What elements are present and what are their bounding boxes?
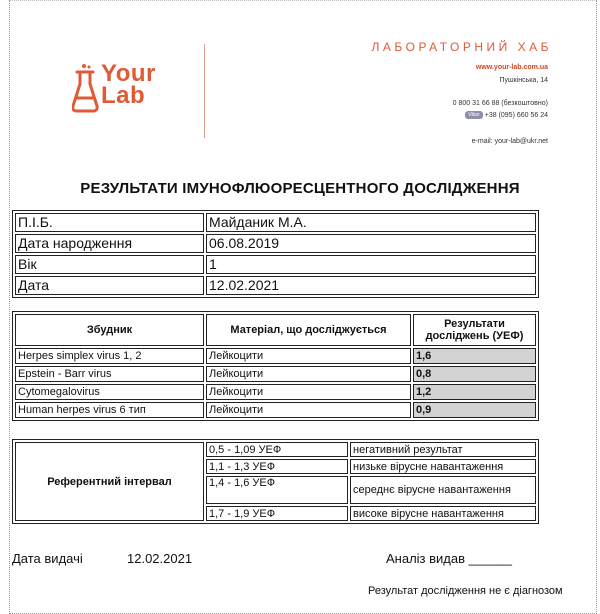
table-row: [15, 234, 536, 253]
viber-icon: Viber: [465, 111, 483, 119]
meaning-cell: низьке вірусне навантаження: [350, 459, 536, 474]
pathogen-cell: Human herpes virus 6 тип: [15, 402, 204, 418]
pathogen-cell: Cytomegalovirus: [15, 384, 204, 400]
phone-viber: +38 (095) 660 56 24: [484, 111, 548, 119]
result-value-cell: 1,2: [413, 384, 536, 400]
patient-value: 12.02.2021: [206, 276, 536, 295]
range-cell: 1,4 - 1,6 УЕФ: [206, 476, 348, 504]
table-row: [15, 442, 536, 457]
page-title: РЕЗУЛЬТАТИ ІМУНОФЛЮОРЕСЦЕНТНОГО ДОСЛІДЖЕННЯ: [80, 180, 520, 197]
range-cell: 1,1 - 1,3 УЕФ: [206, 459, 348, 474]
address: Пушкінська, 14: [499, 77, 548, 84]
analyst-signature: Аналіз видав ______: [386, 551, 513, 566]
table-row: [15, 213, 536, 232]
patient-info-table: [12, 210, 539, 298]
logo-text-your: Your: [101, 60, 156, 87]
table-row: [15, 366, 536, 382]
meaning-cell: високе вірусне навантаження: [350, 506, 536, 521]
patient-value: 1: [206, 255, 536, 274]
email: e-mail: your-lab@ukr.net: [471, 138, 548, 145]
logo-text-lab: Lab: [101, 82, 146, 109]
patient-value: 06.08.2019: [206, 234, 536, 253]
pathogen-cell: Epstein - Barr virus: [15, 366, 204, 382]
lab-name: ЛАБОРАТОРНИЙ ХАБ: [371, 40, 552, 54]
table-row: [15, 276, 536, 295]
table-row: [15, 402, 536, 418]
pathogen-cell: Herpes simplex virus 1, 2: [15, 348, 204, 364]
patient-value: Майданик М.А.: [206, 213, 536, 232]
website-link[interactable]: www.your-lab.com.ua: [475, 64, 548, 71]
result-value-cell: 0,8: [413, 366, 536, 382]
patient-label: Вік: [15, 255, 204, 274]
header-divider: [204, 44, 205, 138]
column-header: Матеріал, що досліджується: [206, 314, 411, 346]
phone-viber-line: [465, 111, 548, 119]
disclaimer: Результат дослідження не є діагнозом: [368, 585, 563, 597]
meaning-cell: середнє вірусне навантаження: [350, 476, 536, 504]
range-cell: 0,5 - 1,09 УЕФ: [206, 442, 348, 457]
material-cell: Лейкоцити: [206, 348, 411, 364]
patient-label: П.І.Б.: [15, 213, 204, 232]
column-header: Результати досліджень (УЕФ): [413, 314, 536, 346]
patient-label: Дата: [15, 276, 204, 295]
material-cell: Лейкоцити: [206, 384, 411, 400]
table-row: [15, 384, 536, 400]
results-table: [12, 311, 539, 421]
table-row: [15, 348, 536, 364]
material-cell: Лейкоцити: [206, 402, 411, 418]
column-header: Збудник: [15, 314, 204, 346]
logo-wordmark: [101, 60, 156, 109]
reference-table: [12, 439, 539, 524]
result-value-cell: 1,6: [413, 348, 536, 364]
table-row: [15, 255, 536, 274]
range-cell: 1,7 - 1,9 УЕФ: [206, 506, 348, 521]
issue-date-label: Дата видачі: [12, 551, 83, 566]
issue-date-value: 12.02.2021: [127, 551, 193, 566]
meaning-cell: негативний результат: [350, 442, 536, 457]
result-value-cell: 0,9: [413, 402, 536, 418]
table-header-row: [15, 314, 536, 346]
phone-free: 0 800 31 66 88 (безкоштовно): [452, 100, 548, 107]
material-cell: Лейкоцити: [206, 366, 411, 382]
reference-label: Референтний інтервал: [15, 442, 204, 521]
patient-label: Дата народження: [15, 234, 204, 253]
